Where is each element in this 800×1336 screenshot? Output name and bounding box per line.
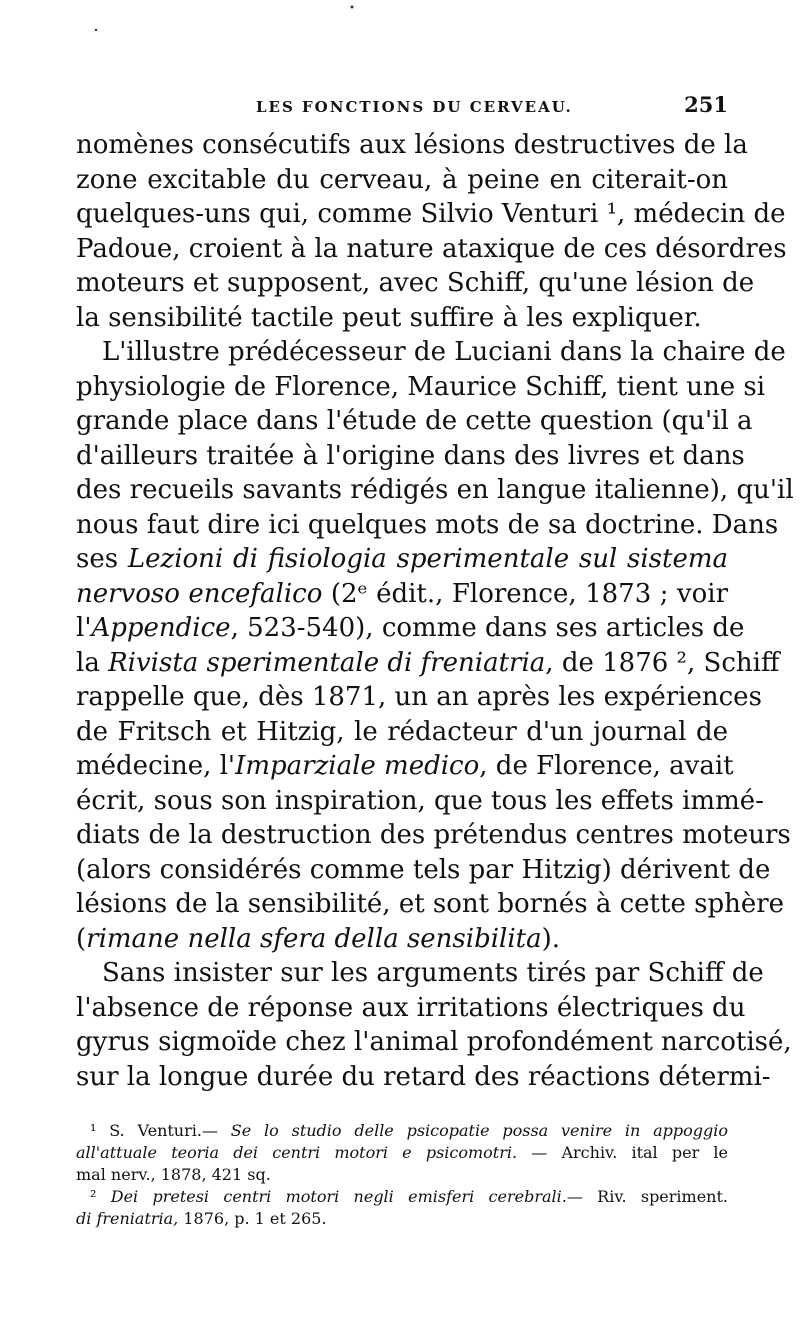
line-text-after-italic: , 523-540), comme dans ses articles de: [230, 613, 745, 643]
body-text: [76, 128, 794, 1094]
italic-title: di freniatria,: [76, 1209, 179, 1228]
italic-title: Dei pretesi centri motori negli emisferi cerebrali.—: [110, 1187, 583, 1206]
text-line: [76, 749, 734, 784]
text-line: [76, 922, 728, 957]
footnotes: [76, 1120, 728, 1230]
line-text: la sensibilité tactile peut suffire à les expliquer.: [76, 302, 702, 333]
line-text: zone excitable du cerveau, à peine en citerait-on: [76, 164, 728, 195]
line-text: nous faut dire ici quelques mots de sa doctrine. Dans: [76, 509, 779, 540]
text-line: [76, 370, 766, 405]
line-text: mal nerv., 1878, 421 sq.: [76, 1165, 271, 1184]
line-text: (alors considérés comme tels par Hitzig) dérivent de: [76, 854, 771, 885]
line-text-before-italic: ses: [76, 544, 128, 574]
footnote-line: [76, 1142, 728, 1164]
line-text: moteurs et supposent, avec Schiff, qu'une lésion de: [76, 268, 755, 298]
page-header: [76, 92, 728, 122]
line-text: l'absence de réponse aux irritations électriques du: [76, 992, 746, 1023]
page-number: 251: [684, 92, 728, 117]
running-title: LES FONCTIONS DU CERVEAU.: [256, 98, 573, 116]
text-line: [76, 715, 728, 750]
scan-speck-top: [351, 6, 354, 9]
italic-title: all'attuale teoria dei centri motori e psicomotri.: [76, 1143, 518, 1162]
text-line: [76, 266, 755, 301]
line-text-after-italic: ).: [541, 923, 561, 954]
line-text-after-italic: (2ᵉ édit., Florence, 1873 ; voir: [322, 578, 728, 609]
italic-title: Imparziale medico: [235, 751, 480, 781]
text-line: [76, 163, 728, 198]
text-line: [76, 128, 748, 163]
text-line: [76, 404, 753, 439]
line-text: quelques-uns qui, comme Silvio Venturi ¹, médecin de: [76, 199, 786, 229]
line-text: de Fritsch et Hitzig, le rédacteur d'un journal de: [76, 716, 728, 747]
text-line: [76, 1060, 771, 1095]
text-line: [76, 1025, 792, 1060]
text-line: [76, 784, 764, 819]
line-text: grande place dans l'étude de cette question (qu'il a: [76, 406, 753, 436]
text-line: [76, 818, 791, 853]
line-text: sur la longue durée du retard des réactions détermi-: [76, 1061, 771, 1092]
text-line: [76, 991, 746, 1026]
line-text-before-italic: ²: [90, 1187, 111, 1206]
line-text: L'illustre prédécesseur de Luciani dans la chaire de: [102, 337, 786, 367]
footnote-line: [76, 1208, 728, 1230]
footnote-line: [76, 1164, 728, 1186]
line-text: rappelle que, dès 1871, un an après les expériences: [76, 682, 762, 712]
line-text: gyrus sigmoïde chez l'animal profondément narcotisé,: [76, 1027, 792, 1057]
footnote-line: [76, 1186, 728, 1208]
line-text-before-italic: (: [76, 923, 87, 954]
text-line: [76, 232, 787, 267]
italic-title: Se lo studio delle psicopatie possa venire in appoggio: [230, 1121, 729, 1140]
line-text-after-italic: Riv. speriment.: [582, 1187, 729, 1206]
footnote-line: [76, 1120, 728, 1142]
line-text-before-italic: l': [76, 613, 92, 643]
text-line: [76, 439, 745, 474]
italic-title: Lezioni di fisiologia sperimentale sul sistema: [127, 544, 728, 574]
line-text-after-italic: 1876, p. 1 et 265.: [178, 1209, 327, 1228]
line-text: d'ailleurs traitée à l'origine dans des livres et dans: [76, 440, 745, 471]
text-line: [76, 197, 786, 232]
line-text-before-italic: ¹ S. Venturi.—: [90, 1121, 231, 1140]
line-text: physiologie de Florence, Maurice Schiff, tient une si: [76, 371, 766, 402]
text-line: [76, 680, 762, 715]
text-line: [76, 301, 728, 336]
italic-title: Rivista sperimentale di freniatria: [108, 647, 546, 678]
line-text: Sans insister sur les arguments tirés par Schiff de: [102, 958, 764, 988]
text-line: [76, 335, 786, 370]
line-text-before-italic: médecine, l': [76, 751, 236, 781]
line-text-before-italic: la: [76, 647, 109, 678]
line-text: diats de la destruction des prétendus centres moteurs: [76, 820, 791, 850]
line-text: Padoue, croient à la nature ataxique de ces désordres: [76, 233, 787, 264]
text-line: [76, 508, 779, 543]
scan-speck-left: [95, 29, 97, 31]
line-text: des recueils savants rédigés en langue italienne), qu'il: [76, 475, 794, 505]
text-line: [76, 542, 728, 577]
italic-title: nervoso encefalico: [76, 578, 323, 609]
line-text-after-italic: — Archiv. ital per le: [517, 1143, 729, 1162]
text-line: [76, 473, 794, 508]
text-line: [76, 646, 780, 681]
text-line: [76, 853, 771, 888]
text-line: [76, 956, 764, 991]
line-text: écrit, sous son inspiration, que tous les effets immé-: [76, 785, 764, 816]
text-line: [76, 611, 745, 646]
line-text: lésions de la sensibilité, et sont bornés à cette sphère: [76, 889, 785, 919]
italic-title: Appendice: [91, 613, 231, 643]
line-text-after-italic: , de 1876 ², Schiff: [545, 647, 780, 678]
italic-title: rimane nella sfera della sensibilita: [86, 923, 542, 954]
text-line: [76, 577, 728, 612]
line-text: nomènes consécutifs aux lésions destructives de la: [76, 130, 748, 160]
text-line: [76, 887, 785, 922]
line-text-after-italic: , de Florence, avait: [479, 751, 734, 781]
